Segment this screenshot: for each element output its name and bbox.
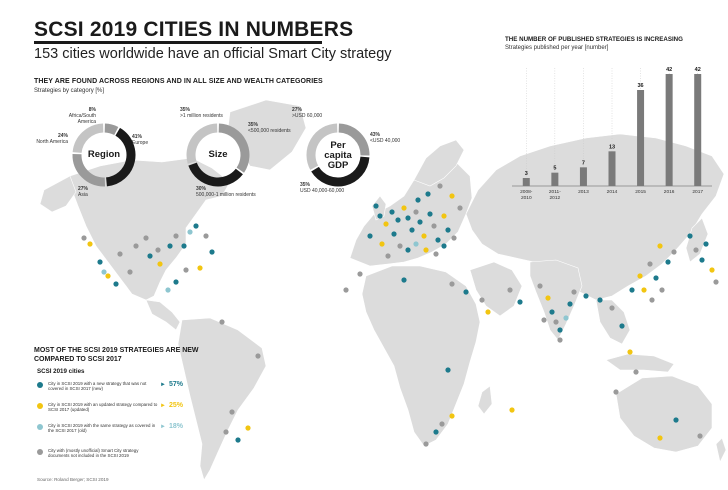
bar [551,173,558,186]
region-north-america-label: 24% North America [36,133,68,145]
bar-value-label: 13 [608,144,616,151]
gdp-high-label: 27% >USD 60,000 [292,107,323,119]
bar [666,74,673,186]
page-title: SCSI 2019 CITIES IN NUMBERS [34,18,354,41]
categories-heading: THEY ARE FOUND ACROSS REGIONS AND IN ALL SIZE AND WEALTH CATEGORIES [34,78,323,85]
categories-subheading: Strategies by category [%] [34,88,105,94]
bar [523,178,530,186]
legend-pct-updated: 25% [169,402,184,409]
new-strategies-heading: MOST OF THE SCSI 2019 STRATEGIES ARE NEW COMPARED TO SCSI 2017 [34,347,199,363]
bar [609,151,616,186]
bar [580,167,587,186]
bar-category-label: 2014 [606,190,618,195]
legend-dot-updated [37,403,43,409]
legend-text-old: City in SCSI 2019 with the same strategy as covered in the SCSI 2017 (old) [48,423,156,434]
bar-category-label: 2011- [548,190,561,195]
legend-dot-old [37,424,43,430]
source-note: Source: Roland Berger; SCSI 2019 [37,477,109,482]
bar-category-label: 2015 [635,190,646,195]
legend-text-new: City in SCSI 2019 with a new strategy that was not covered in SCSI 2017 (new) [48,381,147,392]
bar-value-label: 5 [553,165,557,172]
legend-dot-new [37,382,43,388]
bar-category-label: 2013 [578,190,589,195]
size-medium-label: 30% 500,000-1 million residents [196,186,256,198]
region-europe-label: 41% Europe [132,134,149,146]
arrow-right-icon: ► [160,403,166,409]
size-center-label: Size [208,149,228,160]
region-asia-label: 27% Asia [78,186,89,198]
size-large-label: 35% >1 million residents [180,107,223,119]
size-small-label: 35% <500,000 residents [248,122,291,134]
page-subtitle: 153 cities worldwide have an official Smart City strategy [34,46,392,62]
bar-value-label: 36 [637,83,644,89]
bar-category-label: 2017 [692,190,704,195]
bar-chart-subheading: Strategies published per year [number] [505,45,609,51]
bar [637,90,644,186]
bar-value-label: 7 [581,160,585,167]
bar-category-label: 2012 [549,196,561,201]
legend-pct-old: 18% [169,423,184,430]
gdp-mid-label: 35% USD 40,000-60,000 [300,182,345,194]
legend-pct-new: 57% [169,381,184,388]
bar-value-label: 42 [694,67,701,73]
bar-category-label: 2010 [520,196,532,201]
bar-category-label: 2016 [663,190,675,195]
arrow-right-icon: ► [160,424,166,430]
bar-value-label: 3 [524,171,528,177]
legend-title: SCSI 2019 cities [37,368,85,375]
gdp-center-label: Per capita GDP [324,140,352,171]
arrow-right-icon: ► [160,382,166,388]
legend-text-other: City with (mostly unofficial) Smart City strategy documents not included in the SCSI 2019 [48,448,139,459]
gdp-low-label: 43% <USD 40,000 [370,132,401,144]
region-center-label: Region [87,149,121,160]
legend-text-updated: City in SCSI 2019 with an updated strategy compared to SCSI 2017 (updated) [48,402,158,413]
bar-chart-heading: THE NUMBER OF PUBLISHED STRATEGIES IS INCREASING [505,36,683,43]
bar-value-label: 42 [666,67,673,73]
legend-dot-other [37,449,43,455]
bar [694,74,701,186]
bar-category-label: 2008- [520,190,533,195]
region-africa-label: 8% Africa/South America [68,107,96,125]
